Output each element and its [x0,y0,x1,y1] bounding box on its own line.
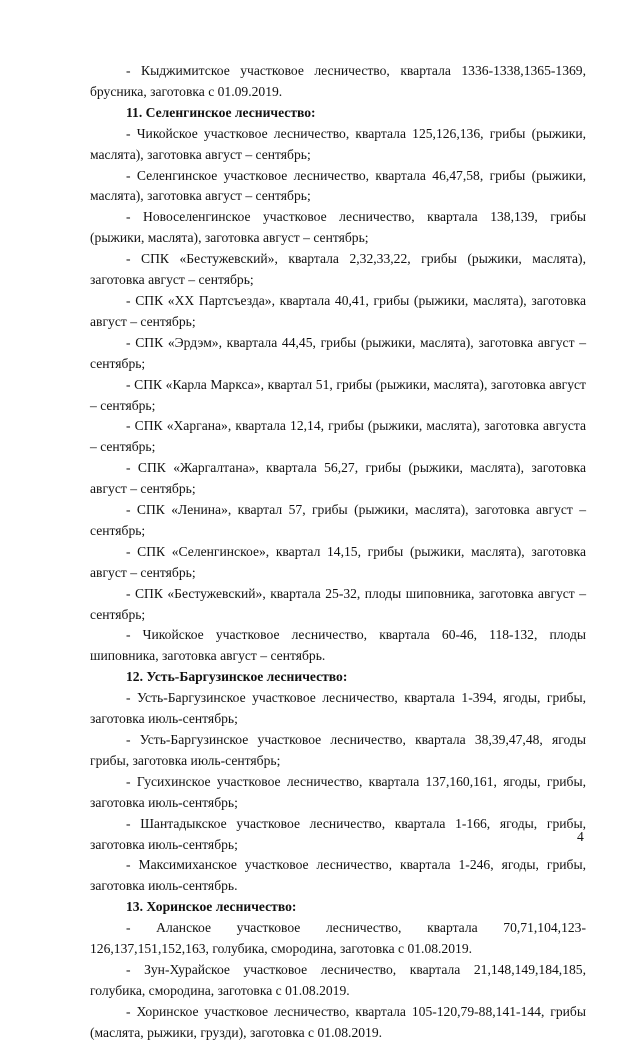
paragraph: - Хоринское участковое лесничество, квартала 105-120,79-88,141-144, грибы (маслята, рыжики, грузди), заготовка с 01.08.2019. [90,1003,586,1040]
paragraph: - Максимиханское участковое лесничество, квартала 1-246, ягоды, грибы, заготовка июль-сентябрь. [90,857,586,894]
paragraph: - Усть-Баргузинское участковое лесничество, квартала 38,39,47,48, ягоды грибы, заготовка июль-сентябрь; [90,732,586,768]
paragraph: - Новоселенгинское участковое лесничество, квартала 138,139, грибы (рыжики, маслята), заготовка август – сентябрь; [90,209,586,246]
paragraph: - Усть-Баргузинское участковое лесничество, квартала 1-394, ягоды, грибы, заготовка июль-сентябрь; [90,690,586,727]
paragraph: - СПК «Эрдэм», квартала 44,45, грибы (рыжики, маслята), заготовка август – сентябрь; [90,334,586,371]
paragraph: - Гусихинское участковое лесничество, квартала 137,160,161, ягоды, грибы, заготовка июль-сентябрь; [90,773,586,810]
paragraph: - СПК «Карла Маркса», квартал 51, грибы (рыжики, маслята), заготовка август – сентябрь; [90,376,586,413]
paragraph: - СПК «Жаргалтана», квартала 56,27, грибы (рыжики, маслята), заготовка август – сентябрь; [90,460,586,497]
document-body [90,61,586,1044]
paragraph: - Селенгинское участковое лесничество, квартала 46,47,58, грибы (рыжики, маслята), заготовка август – сентябрь; [90,167,586,204]
paragraph: - СПК «ХХ Партсъезда», квартала 40,41, грибы (рыжики, маслята), заготовка август – сентябрь; [90,292,586,329]
section-heading: 11. Селенгинское лесничество: [126,104,316,120]
paragraph: - СПК «Харгана», квартала 12,14, грибы (рыжики, маслята), заготовка августа – сентябрь; [90,418,586,455]
paragraph: - Чикойское участковое лесничество, квартала 125,126,136, грибы (рыжики, маслята), заготовка август – сентябрь; [90,125,586,162]
paragraph: - Зун-Хурайское участковое лесничество, квартала 21,148,149,184,185, голубика, смородина, заготовка с 01.08.2019. [90,961,586,998]
paragraph: - Чикойское участковое лесничество, квартала 60-46, 118-132, плоды шиповника, заготовка август – сентябрь. [90,627,586,664]
paragraph: - СПК «Бестужевский», квартала 25-32, плоды шиповника, заготовка август – сентябрь; [90,585,586,622]
paragraph: - СПК «Ленина», квартал 57, грибы (рыжики, маслята), заготовка август – сентябрь; [90,502,586,538]
section-heading: 12. Усть-Баргузинское лесничество: [126,669,348,685]
section-heading: 13. Хоринское лесничество: [126,899,297,915]
page-number: 4 [577,829,584,844]
paragraph: - Шантадыкское участковое лесничество, квартала 1-166, ягоды, грибы, заготовка июль-сентябрь; [90,815,586,852]
paragraph: - Кыджимитское участковое лесничество, квартала 1336-1338,1365-1369, брусника, заготовка с 01.09.2019. [90,63,586,99]
paragraph: - СПК «Селенгинское», квартал 14,15, грибы (рыжики, маслята), заготовка август – сентябрь; [90,543,586,580]
paragraph: - СПК «Бестужевский», квартала 2,32,33,22, грибы (рыжики, маслята), заготовка август – сентябрь; [90,251,586,288]
paragraph: - Аланское участковое лесничество, квартала 70,71,104,123-126,137,151,152,163, голубика, смородина, заготовка с 01.08.2019. [90,920,586,957]
